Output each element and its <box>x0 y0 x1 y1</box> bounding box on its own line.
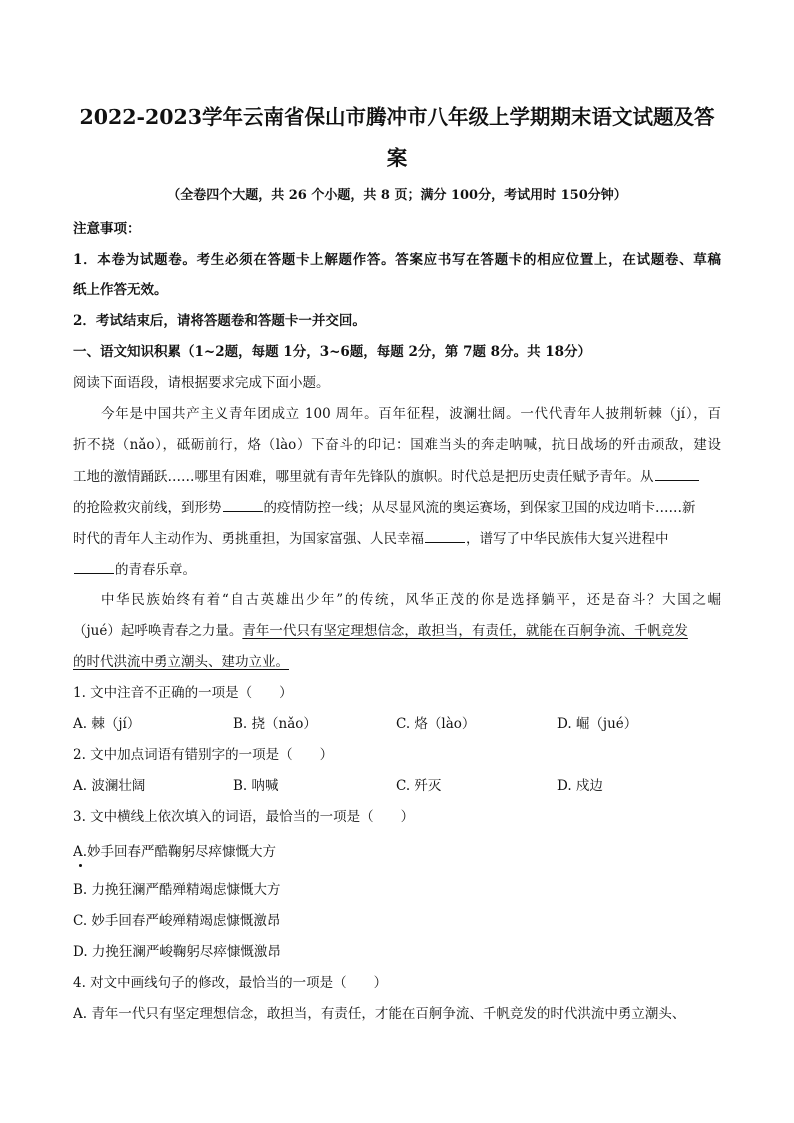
question-1-option-a: A. 棘（jí） <box>73 716 141 732</box>
question-1-option-d: D. 崛（jué） <box>557 716 638 732</box>
emphasis-dot <box>79 864 82 867</box>
passage-line <box>73 528 721 549</box>
passage-text: 工地的激情踊跃……哪里有困难，哪里就有青年先锋队的旗帜。时代总是把历史责任赋予青年。从 <box>73 469 654 485</box>
question-1-option-b: B. 挠（nǎo） <box>233 716 317 732</box>
passage-text: 时代的青年人主动作为、勇挑重担，为国家富强、人民幸福 <box>73 531 424 547</box>
passage-line: 中华民族始终有着“自古英雄出少年”的传统，风华正茂的你是选择躺平，还是奋斗？大国之崛 <box>101 592 721 608</box>
question-3-option-a: A.妙手回春严酷鞠躬尽瘁慷慨大方 <box>73 844 277 860</box>
question-2-option-a: A. 波澜壮阔 <box>73 778 146 794</box>
passage-line: 折不挠（nǎo），砥砺前行，烙（lào）下奋斗的印记：国难当头的奔走呐喊，抗日战场的歼击顽敌，建设 <box>73 437 721 453</box>
fill-blank <box>425 528 465 543</box>
passage-line <box>73 621 721 641</box>
exam-title-line1: 2022-2023学年云南省保山市腾冲市八年级上学期期末语文试题及答 <box>79 105 715 129</box>
exam-subtitle: （全卷四个大题，共 26 个小题，共 8 页；满分 100分，考试用时 150分钟） <box>167 188 627 203</box>
question-2-option-b: B. 呐喊 <box>233 778 279 794</box>
passage-text: ，谱写了中华民族伟大复兴进程中 <box>466 531 669 547</box>
passage-text: 的疫情防控一线；从尽显风流的奥运赛场，到保家卫国的戍边哨卡……新 <box>263 500 696 516</box>
question-4-stem: 4. 对文中画线句子的修改，最恰当的一项是（ ） <box>73 975 388 991</box>
question-1-option-c: C. 烙（lào） <box>396 716 476 732</box>
question-2-option-d: D. 戍边 <box>557 778 603 794</box>
question-4-option-a: A. 青年一代只有坚定理想信念，敢担当，有责任，才能在百舸争流、千帆竞发的时代洪流中勇立潮头、 <box>73 1006 686 1022</box>
reading-intro: 阅读下面语段，请根据要求完成下面小题。 <box>73 375 330 391</box>
question-2-option-c: C. 歼灭 <box>396 778 442 794</box>
section-1-heading: 一、语文知识积累（1~2题，每题 1分，3~6题，每题 2分，第 7题 8分。共 18分） <box>73 344 592 360</box>
exam-title-line2: 案 <box>386 146 408 170</box>
notice-heading: 注意事项： <box>73 221 141 237</box>
passage-text: 的青春乐章。 <box>115 562 196 578</box>
question-1-stem: 1. 文中注音不正确的一项是（ ） <box>73 685 293 701</box>
notice-item-1-line1: 1．本卷为试题卷。考生必须在答题卡上解题作答。答案应书写在答题卡的相应位置上，在试题卷、草稿 <box>73 252 721 268</box>
passage-line <box>73 652 721 672</box>
passage-line <box>73 466 721 487</box>
passage-text: （jué）起呼唤青春之力量。 <box>73 623 243 639</box>
notice-item-1-line2: 纸上作答无效。 <box>73 282 168 298</box>
passage-text: 的抢险救灾前线，到形势 <box>73 500 222 516</box>
passage-line <box>73 497 721 518</box>
question-2-stem: 2. 文中加点词语有错别字的一项是（ ） <box>73 747 334 763</box>
question-3-option-c: C. 妙手回春严峻殚精竭虑慷慨激昂 <box>73 913 281 929</box>
fill-blank <box>655 466 699 481</box>
fill-blank <box>74 559 114 574</box>
underlined-sentence: 的时代洪流中勇立潮头、建功立业。 <box>73 654 289 670</box>
passage-line <box>73 559 721 580</box>
passage-line: 今年是中国共产主义青年团成立 100 周年。百年征程，波澜壮阔。一代代青年人披荆斩棘（jí），百 <box>101 406 721 422</box>
notice-item-2: 2．考试结束后，请将答题卷和答题卡一并交回。 <box>73 313 366 329</box>
fill-blank <box>223 497 263 512</box>
question-3-option-b: B. 力挽狂澜严酷殚精竭虑慷慨大方 <box>73 882 281 898</box>
question-3-stem: 3. 文中横线上依次填入的词语，最恰当的一项是（ ） <box>73 809 415 825</box>
question-3-option-d: D. 力挽狂澜严峻鞠躬尽瘁慷慨激昂 <box>73 944 281 960</box>
underlined-sentence: 青年一代只有坚定理想信念，敢担当，有责任，就能在百舸争流、千帆竞发 <box>242 623 688 639</box>
